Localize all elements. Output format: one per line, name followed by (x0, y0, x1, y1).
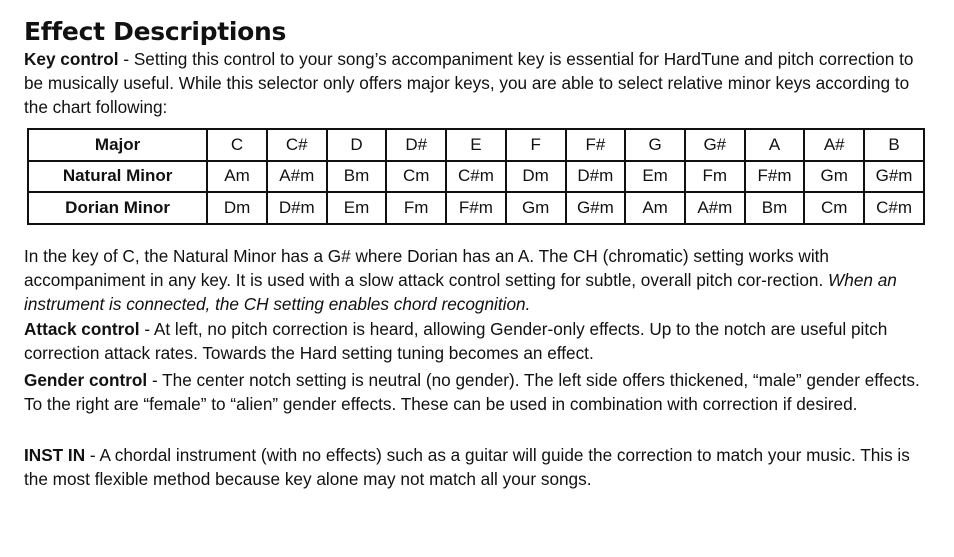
table-cell: G#m (864, 161, 924, 193)
table-cell: C#m (864, 192, 924, 224)
table-cell: G (625, 129, 685, 161)
key-note-paragraph (24, 245, 929, 316)
row-header: Natural Minor (28, 161, 207, 193)
table-cell: Dm (207, 192, 267, 224)
table-cell: D (327, 129, 387, 161)
table-cell: C#m (446, 161, 506, 193)
table-cell: F#m (446, 192, 506, 224)
key-control-text: - Setting this control to your song’s accompaniment key is essential for HardTune and pitch correction to be musically useful. While this selector only offers major keys, you are able to select relative minor keys according to the chart following: (24, 49, 914, 117)
table-cell: A# (804, 129, 864, 161)
key-note-italic: When an instrument is connected, the CH setting enables chord recognition. (24, 269, 897, 314)
table-cell: G# (685, 129, 745, 161)
table-cell: Em (625, 161, 685, 193)
table-cell: Am (207, 161, 267, 193)
table-cell: Gm (804, 161, 864, 193)
attack-control-label: Attack control (24, 319, 140, 339)
attack-control-paragraph (24, 318, 929, 366)
table-cell: Am (625, 192, 685, 224)
gender-control-text: - The center notch setting is neutral (no gender). The left side offers thickened, “male” gender effects. To the right are “female” to “alien” gender effects. These can be used in combination with correction if desired. (24, 370, 920, 414)
inst-in-text: - A chordal instrument (with no effects) such as a guitar will guide the correction to match your music. This is the most flexible method because key alone may not match all your songs. (24, 445, 910, 489)
inst-in-label: INST IN (24, 445, 86, 465)
table-cell: F#m (745, 161, 805, 193)
attack-control-text: - At left, no pitch correction is heard, allowing Gender-only effects. Up to the notch are useful pitch correction attack rates. Towards the Hard setting tuning becomes an effect. (24, 319, 888, 363)
key-note-text: In the key of C, the Natural Minor has a G# where Dorian has an A. The CH (chromatic) setting works with accompaniment in any key. It is used with a slow attack control setting for subtle, overall pitch cor-rection. (24, 246, 829, 290)
table-cell: Fm (685, 161, 745, 193)
gender-control-label: Gender control (24, 370, 148, 390)
table-cell: Em (327, 192, 387, 224)
table-cell: F# (566, 129, 626, 161)
table-row (28, 192, 924, 224)
gender-control-paragraph (24, 369, 929, 417)
table-row (28, 161, 924, 193)
table-cell: Dm (506, 161, 566, 193)
table-cell: A (745, 129, 805, 161)
row-header: Major (28, 129, 207, 161)
table-cell: Fm (386, 192, 446, 224)
row-header: Dorian Minor (28, 192, 207, 224)
table-cell: F (506, 129, 566, 161)
table-cell: D#m (566, 161, 626, 193)
table-cell: Cm (386, 161, 446, 193)
key-control-label: Key control (24, 49, 119, 69)
key-control-paragraph (24, 48, 929, 119)
table-cell: D# (386, 129, 446, 161)
inst-in-paragraph (24, 444, 929, 492)
table-cell: A#m (685, 192, 745, 224)
page-title: Effect Descriptions (24, 17, 287, 46)
table-cell: Gm (506, 192, 566, 224)
table-cell: D#m (267, 192, 327, 224)
table-cell: Bm (745, 192, 805, 224)
table-cell: Bm (327, 161, 387, 193)
table-cell: C (207, 129, 267, 161)
table-cell: B (864, 129, 924, 161)
table-cell: E (446, 129, 506, 161)
table-cell: A#m (267, 161, 327, 193)
table-cell: C# (267, 129, 327, 161)
table-row (28, 129, 924, 161)
table-cell: Cm (804, 192, 864, 224)
key-chart-table (27, 128, 925, 225)
table-cell: G#m (566, 192, 626, 224)
